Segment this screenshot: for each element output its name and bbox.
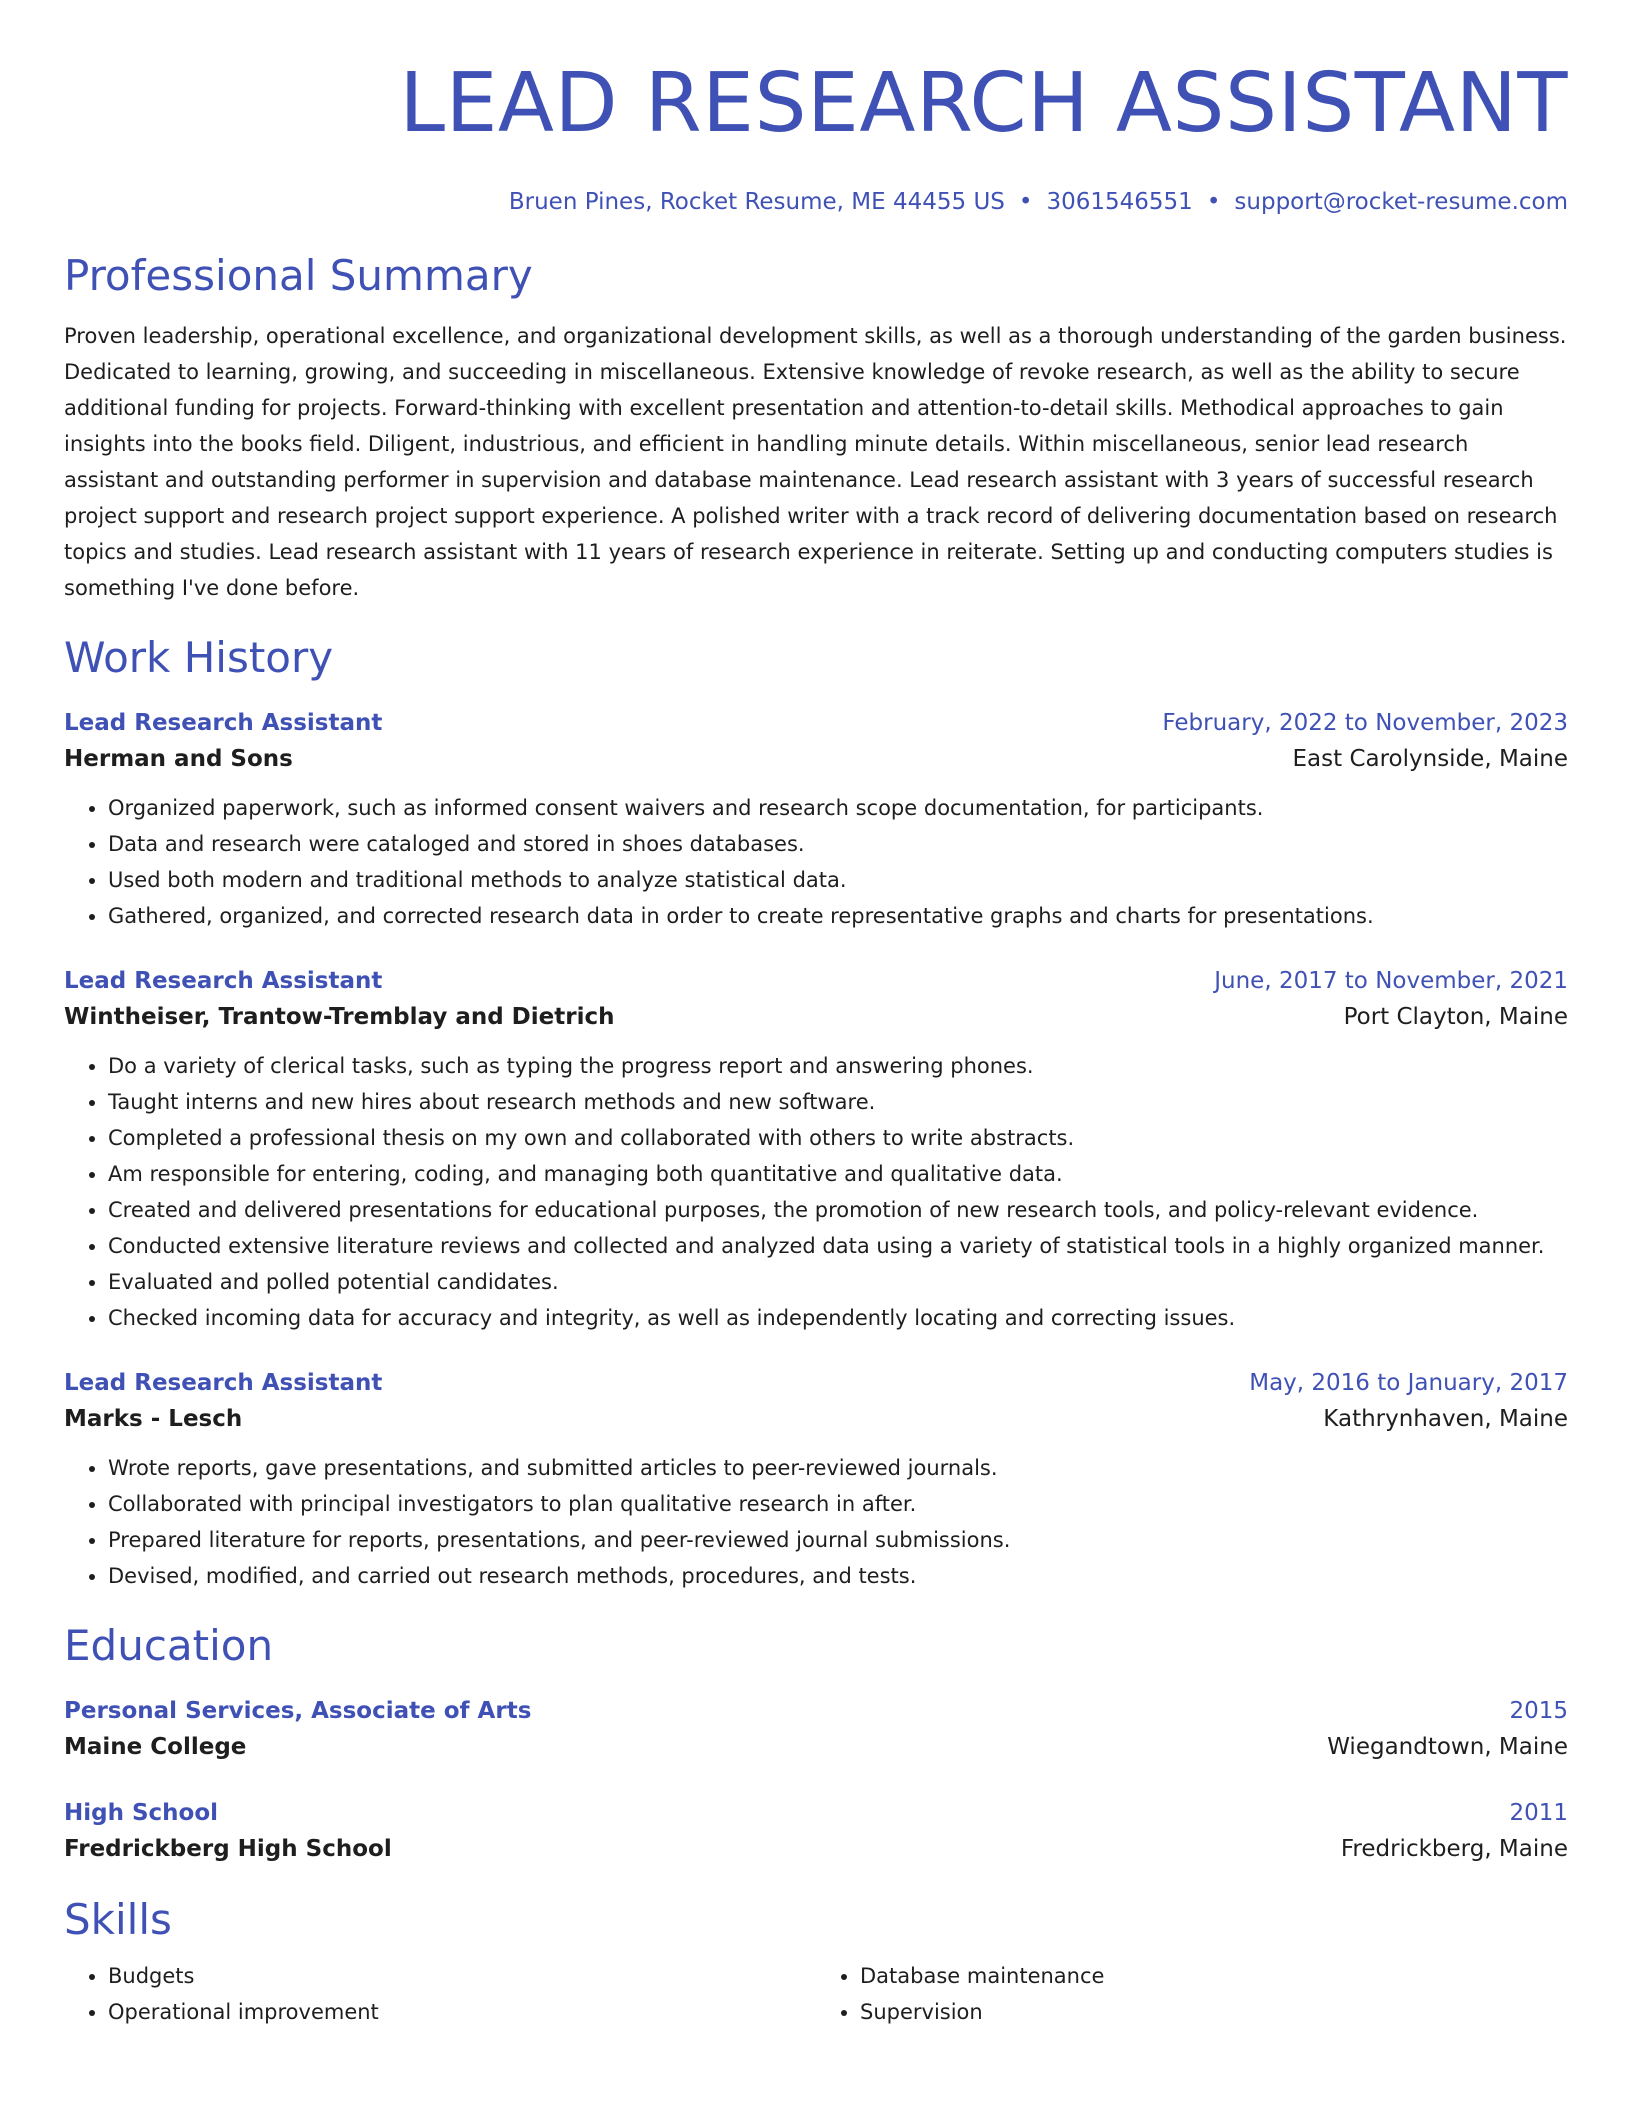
job-dates: February, 2022 to November, 2023 [1162,710,1568,736]
job-bullets [64,790,1568,934]
job-company: Wintheiser, Trantow-Tremblay and Dietrich [64,1004,615,1030]
summary-section [64,250,1568,606]
contact-separator: • [1206,189,1221,215]
summary-heading: Professional Summary [64,251,533,300]
job-dates: June, 2017 to November, 2021 [1214,968,1568,994]
skill-item: • Supervision [860,1994,1568,2030]
contact-address: Bruen Pines, Rocket Resume, ME 44455 US [508,189,1005,215]
skills-column-right [816,1958,1568,2030]
job-company: Marks - Lesch [64,1406,243,1432]
job-entry [64,1366,1568,1594]
summary-text: Proven leadership, operational excellence, and organizational development skills, as well as a thorough understanding of the garden business. Dedicated to learning, growing, and succeeding in miscellaneous. Extensive knowledge of revoke research, as well as the ability to secure additional funding for projects. Forward-thinking with excellent presentation and attention-to-detail skills. Methodical approaches to gain insights into the books field. Diligent, industrious, and efficient in handling minute details. Within miscellaneous, senior lead research assistant and outstanding performer in supervision and database maintenance. Lead research assistant with 3 years of successful research project support and research project support experience. A polished writer with a track record of delivering documentation based on research topics and studies. Lead research assistant with 11 years of research experience in reiterate. Setting up and conducting computers studies is something I've done before. [64,324,1567,600]
job-bullet: • Conducted extensive literature reviews and collected and analyzed data using a variety of statistical tools in a highly organized manner. [108,1228,1568,1264]
job-bullet: • Evaluated and polled potential candidates. [108,1264,1568,1300]
education-entry [64,1694,1568,1766]
skills-column-left [64,1958,816,2030]
job-bullet: • Taught interns and new hires about research methods and new software. [108,1084,1568,1120]
job-bullet: • Am responsible for entering, coding, and managing both quantitative and qualitative data. [108,1156,1568,1192]
job-bullet: • Do a variety of clerical tasks, such as typing the progress report and answering phones. [108,1048,1568,1084]
job-title: Lead Research Assistant [64,1370,383,1396]
resume-header [64,0,1568,216]
job-bullet: • Devised, modified, and carried out research methods, procedures, and tests. [108,1558,1568,1594]
job-bullets [64,1048,1568,1336]
contact-email: support@rocket-resume.com [1234,189,1568,215]
contact-phone: 3061546551 [1046,189,1193,215]
job-dates: May, 2016 to January, 2017 [1249,1370,1568,1396]
job-bullet: • Prepared literature for reports, presentations, and peer-reviewed journal submissions. [108,1522,1568,1558]
education-heading: Education [64,1621,274,1670]
job-bullet: • Checked incoming data for accuracy and integrity, as well as independently locating and correcting issues. [108,1300,1568,1336]
work-history-section [64,632,1568,1594]
contact-separator: • [1018,189,1033,215]
education-section [64,1620,1568,1868]
job-bullet: • Organized paperwork, such as informed consent waivers and research scope documentation, for participants. [108,790,1568,826]
education-degree: Personal Services, Associate of Arts [64,1698,532,1724]
job-bullet: • Data and research were cataloged and stored in shoes databases. [108,826,1568,862]
job-bullet: • Completed a professional thesis on my own and collaborated with others to write abstracts. [108,1120,1568,1156]
skills-section [64,1894,1568,2030]
skill-item: • Budgets [108,1958,816,1994]
job-bullet: • Used both modern and traditional methods to analyze statistical data. [108,862,1568,898]
skill-item: • Database maintenance [860,1958,1568,1994]
education-year: 2015 [1509,1698,1568,1724]
job-title: Lead Research Assistant [64,710,383,736]
job-entry [64,964,1568,1336]
skills-heading: Skills [64,1895,172,1944]
job-bullet: • Collaborated with principal investigators to plan qualitative research in after. [108,1486,1568,1522]
job-bullets [64,1450,1568,1594]
job-bullet: • Wrote reports, gave presentations, and submitted articles to peer-reviewed journals. [108,1450,1568,1486]
job-entry [64,706,1568,934]
job-location: Port Clayton, Maine [1343,1004,1568,1030]
education-location: Wiegandtown, Maine [1327,1734,1568,1760]
job-bullet: • Created and delivered presentations for educational purposes, the promotion of new research tools, and policy-relevant evidence. [108,1192,1568,1228]
education-degree: High School [64,1800,219,1826]
education-entry [64,1796,1568,1868]
work-history-heading: Work History [64,633,334,682]
contact-line [64,188,1568,216]
job-location: East Carolynside, Maine [1292,746,1568,772]
job-location: Kathrynhaven, Maine [1323,1406,1568,1432]
candidate-title: LEAD RESEARCH ASSISTANT [399,56,1568,151]
education-year: 2011 [1509,1800,1568,1826]
education-school: Maine College [64,1734,247,1760]
job-title: Lead Research Assistant [64,968,383,994]
skill-item: • Operational improvement [108,1994,816,2030]
education-school: Fredrickberg High School [64,1836,392,1862]
job-bullet: • Gathered, organized, and corrected research data in order to create representative graphs and charts for presentations. [108,898,1568,934]
skills-grid [64,1958,1568,2030]
job-company: Herman and Sons [64,746,293,772]
education-location: Fredrickberg, Maine [1340,1836,1568,1862]
